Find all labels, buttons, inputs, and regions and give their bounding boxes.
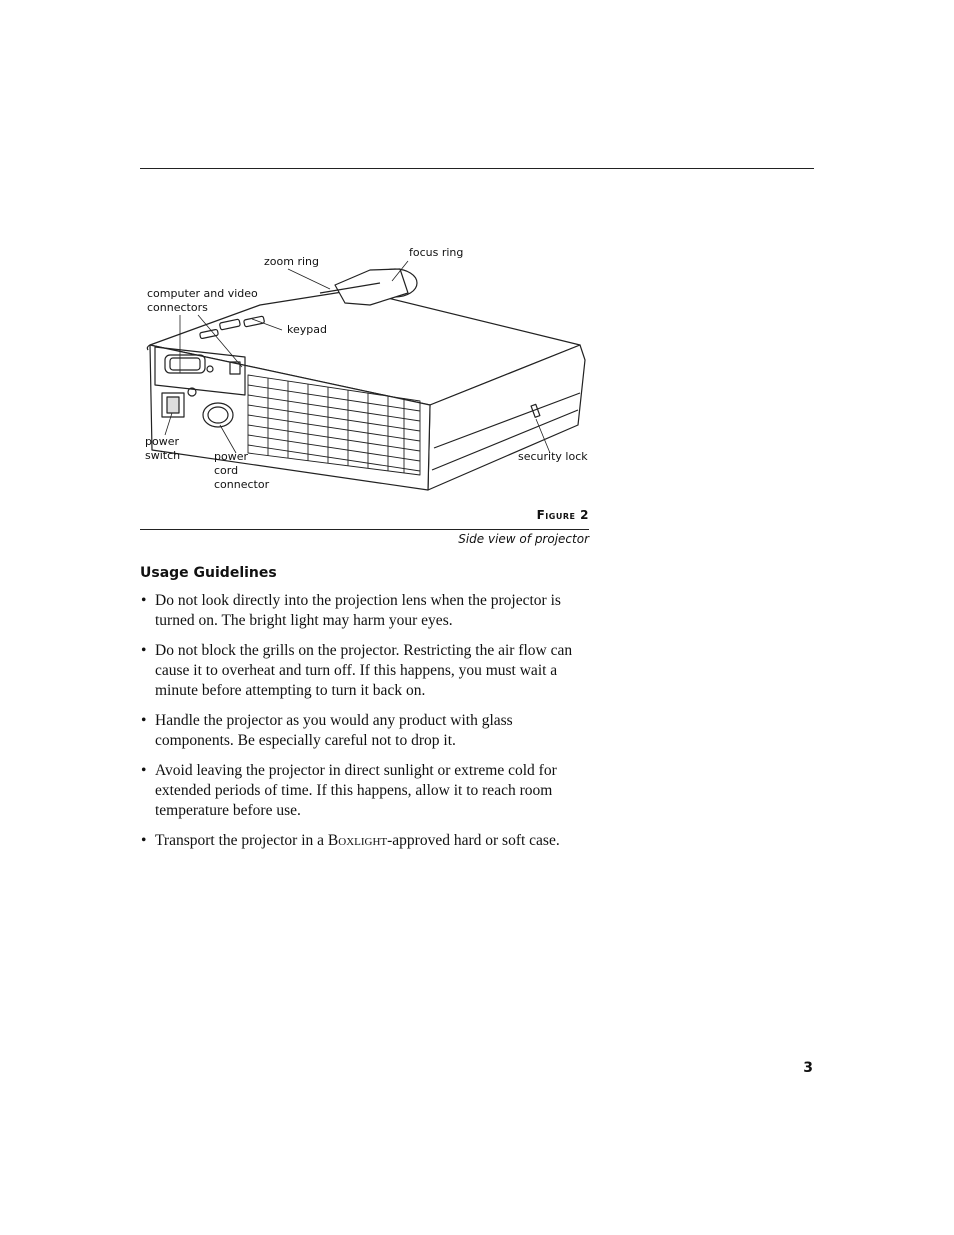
list-item-text-after: -approved hard or soft case. — [387, 832, 560, 849]
page-number: 3 — [803, 1060, 813, 1076]
list-item-text: Handle the projector as you would any product with glass components. Be especially careful not to drop it. — [155, 712, 513, 749]
bullet-icon: • — [141, 712, 147, 729]
list-item — [140, 761, 590, 821]
label-connectors-line1: computer and video — [147, 287, 258, 300]
figure-caption: Side view of projector — [458, 532, 589, 546]
list-item — [140, 711, 590, 751]
label-power-cord-line3: connector — [214, 478, 270, 491]
figure-caption-rule — [140, 529, 589, 530]
brand-name: Boxlight — [327, 832, 388, 849]
list-item-text: Do not look directly into the projection lens when the projector is turned on. The bright light may harm your eyes. — [155, 592, 561, 629]
bullet-icon: • — [141, 832, 147, 849]
section-heading: Usage Guidelines — [140, 565, 277, 581]
label-security-lock: security lock — [518, 450, 588, 463]
label-focus-ring: focus ring — [409, 246, 464, 259]
usage-guidelines-list — [140, 591, 590, 861]
header-rule — [140, 168, 814, 169]
label-connectors-line2: connectors — [147, 301, 208, 314]
list-item — [140, 641, 590, 701]
list-item — [140, 831, 590, 851]
label-power-switch-line1: power — [145, 435, 179, 448]
list-item — [140, 591, 590, 631]
bullet-icon: • — [141, 592, 147, 609]
label-power-cord-line1: power — [214, 450, 248, 463]
label-zoom-ring: zoom ring — [264, 255, 319, 268]
list-item-text: Do not block the grills on the projector. Restricting the air flow can cause it to overheat and turn off. If this happens, you must wait a minute before attempting to turn it back on. — [155, 642, 573, 699]
label-keypad: keypad — [287, 323, 327, 336]
bullet-icon: • — [141, 762, 147, 779]
label-power-cord-line2: cord — [214, 464, 239, 477]
list-item-text-before: Transport the projector in a — [155, 832, 328, 849]
bullet-icon: • — [141, 642, 147, 659]
figure-number: Figure 2 — [536, 508, 589, 522]
projector-figure — [140, 235, 590, 500]
label-power-switch-line2: switch — [145, 449, 181, 462]
list-item-text: Avoid leaving the projector in direct sunlight or extreme cold for extended periods of time. If this happens, allow it to reach room temperature before use. — [155, 762, 557, 819]
